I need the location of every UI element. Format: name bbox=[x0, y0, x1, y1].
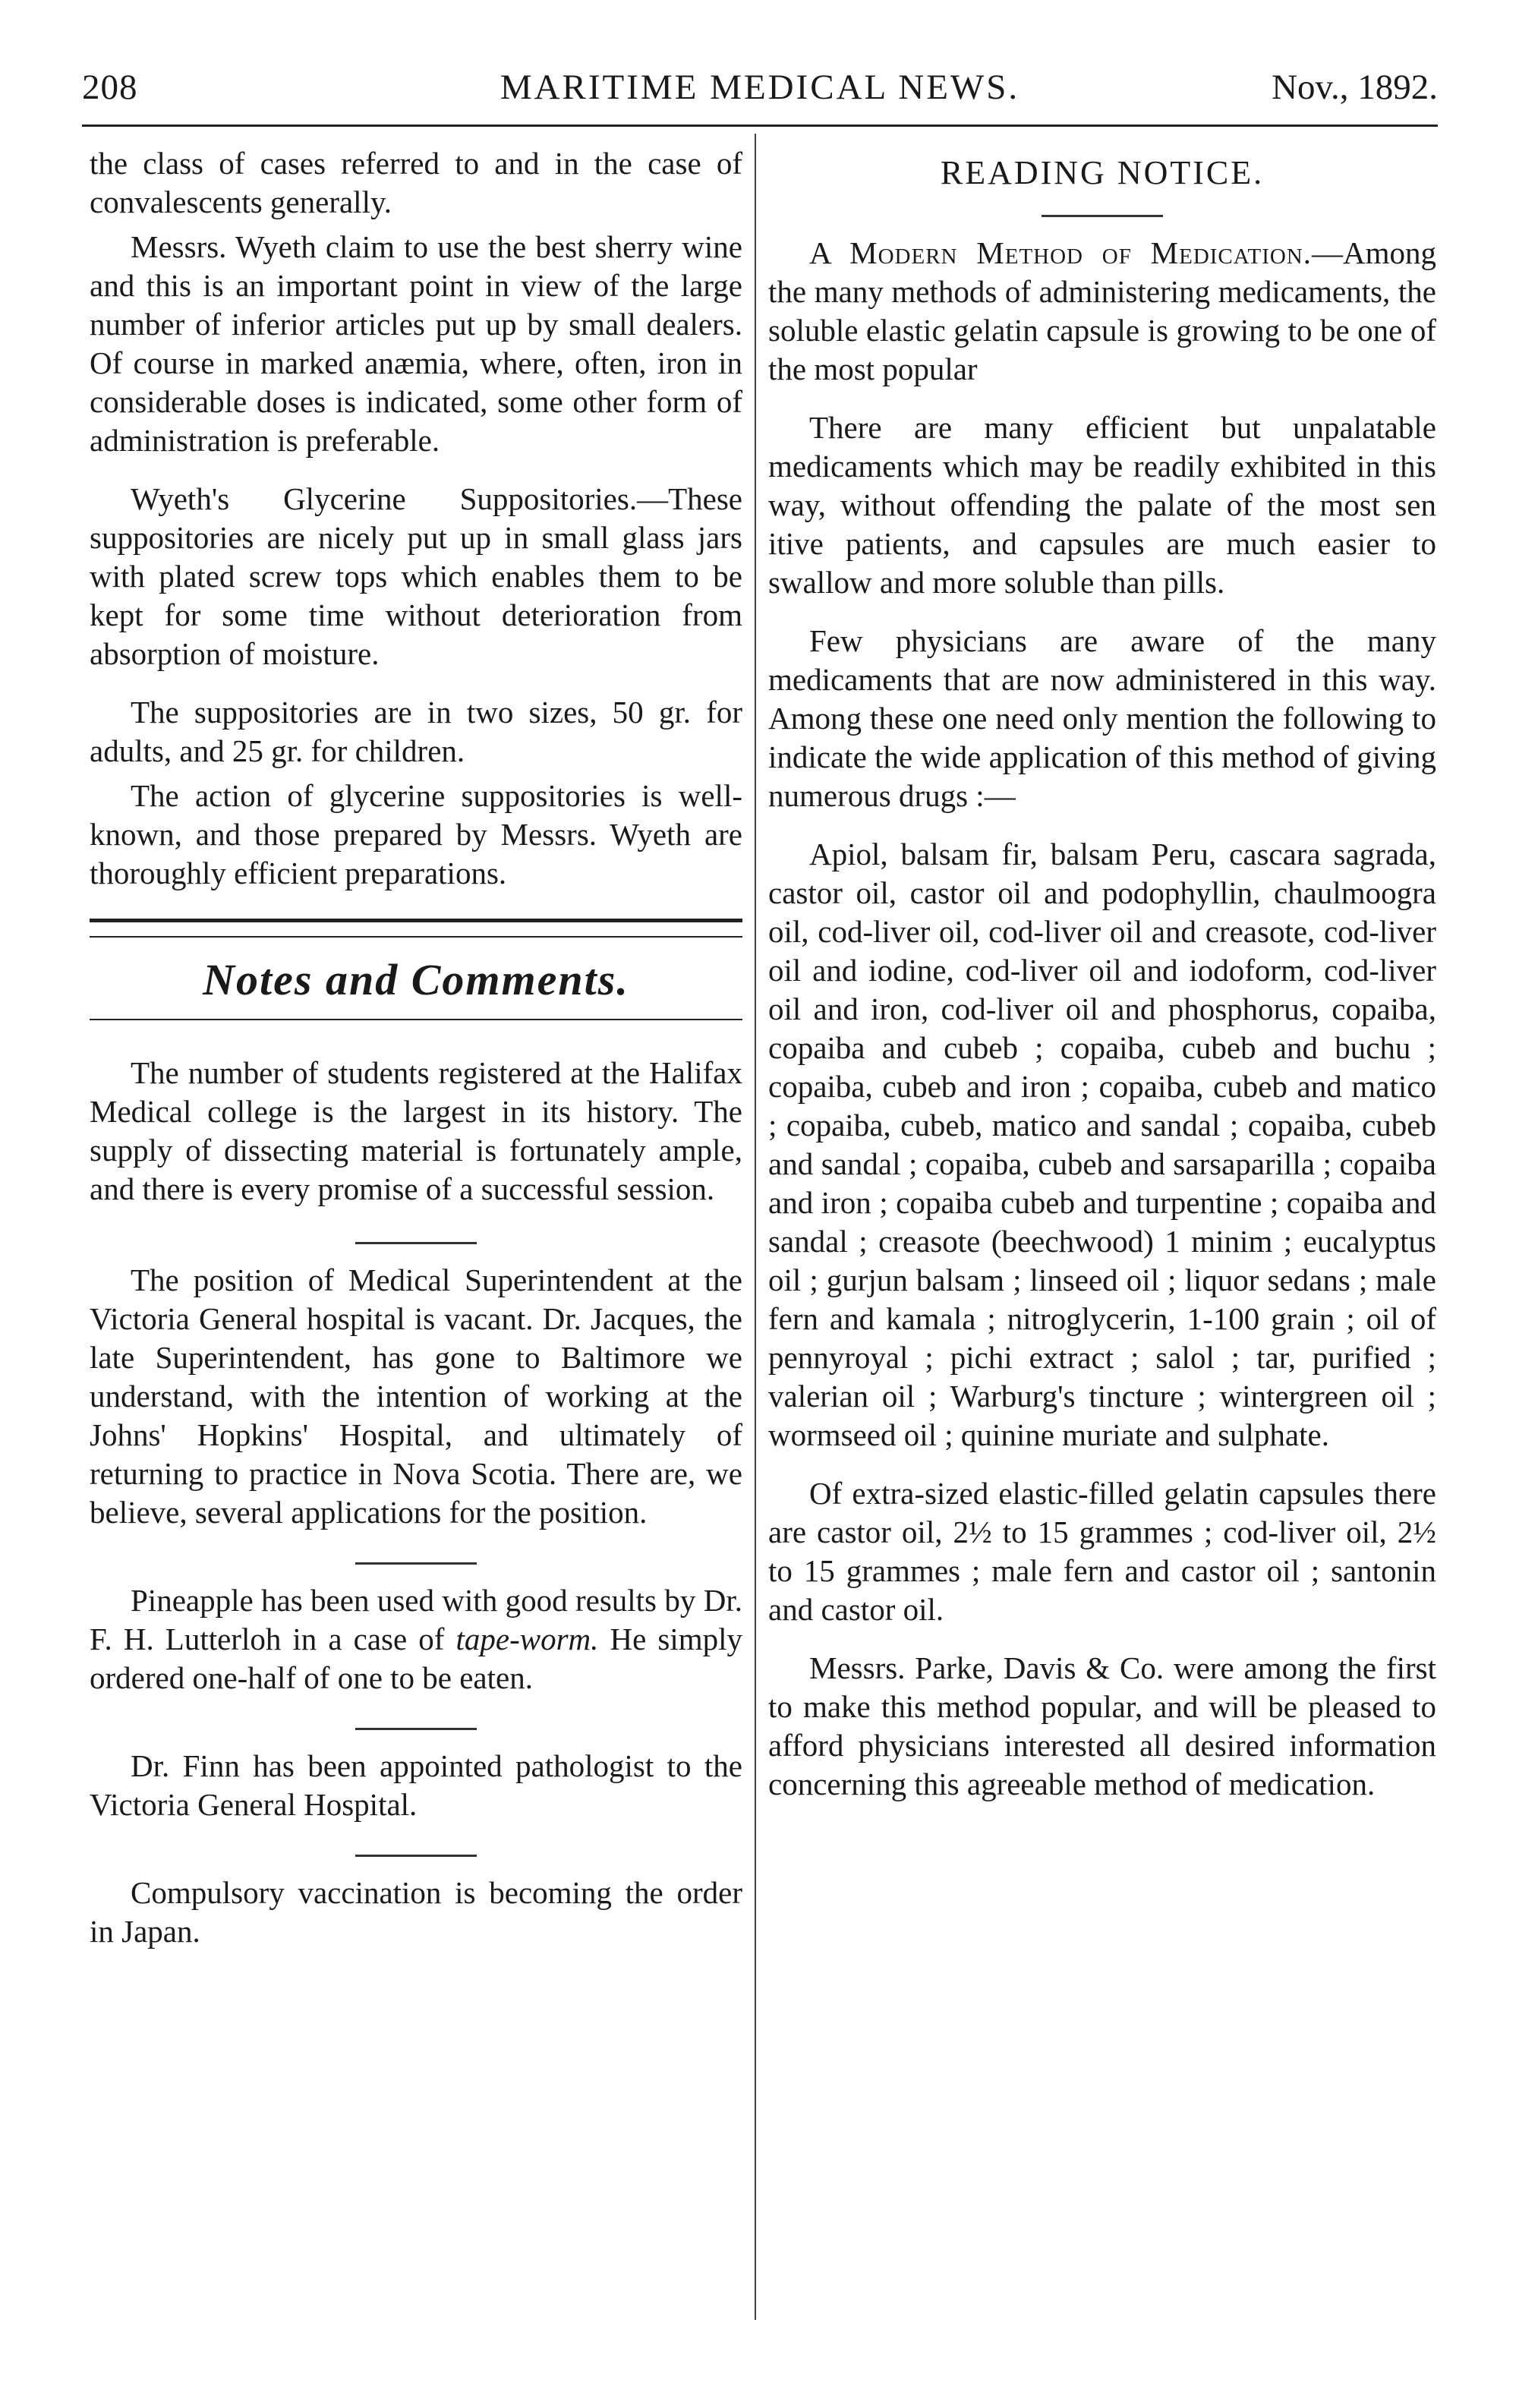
paragraph: Of extra-sized elastic-filled gelatin capsules there are castor oil, 2½ to 15 grammes ; cod-liver oil, 2½ to 15 grammes ; male fern and castor oil ; santonin and castor oil. bbox=[768, 1476, 1436, 1627]
paragraph: Wyeth's Glycerine Suppositories.—These suppositories are nicely put up in small glass jars with plated screw tops which enables them to be kept for some time without deterioration from absorption of moisture. bbox=[90, 481, 742, 671]
paragraph: Few physicians are aware of the many medicaments that are now administered in this way. Among these one need only mention the following to indicate the wide application of this method of giving numerous drugs :— bbox=[768, 623, 1436, 813]
paragraph: Messrs. Parke, Davis & Co. were among the first to make this method popular, and will be pleased to afford physicians interested all desired information concerning this agreeable method of medication. bbox=[768, 1650, 1436, 1801]
paragraph: The action of glycerine suppositories is well-known, and those prepared by Messrs. Wyeth are thoroughly efficient preparations. bbox=[90, 778, 742, 890]
section-divider bbox=[90, 919, 742, 938]
header-rule bbox=[82, 124, 1438, 127]
column-divider bbox=[755, 134, 756, 2320]
separator-rule bbox=[1042, 215, 1163, 217]
left-column bbox=[90, 144, 742, 1971]
right-column bbox=[768, 144, 1436, 1823]
running-header bbox=[82, 67, 1438, 120]
separator-rule bbox=[355, 1728, 477, 1730]
paragraph: Compulsory vaccination is becoming the order in Japan. bbox=[90, 1875, 742, 1949]
paragraph: The number of students registered at the Halifax Medical college is the largest in its history. The supply of dissecting material is fortunately ample, and there is every promise of a successful session. bbox=[90, 1055, 742, 1206]
paragraph bbox=[768, 234, 1436, 389]
section-title: Notes and Comments. bbox=[203, 955, 629, 1004]
separator-rule bbox=[355, 1242, 477, 1244]
paragraph: Messrs. Wyeth claim to use the best sherry wine and this is an important point in view of the large number of inferior articles put up by small dealers. Of course in marked anæmia, where, often, iron in considerable doses is indicated, some other form of administration is preferable. bbox=[90, 229, 742, 458]
article-title: A Modern Method of Medication. bbox=[809, 235, 1312, 270]
paragraph bbox=[90, 1581, 742, 1697]
separator-rule bbox=[355, 1855, 477, 1857]
section-divider bbox=[90, 1019, 742, 1020]
paragraph: Apiol, balsam fir, balsam Peru, cascara sagrada, castor oil, castor oil and podophyllin, chaulmoogra oil, cod-liver oil, cod-liver oil and creasote, cod-liver oil and iodine, cod-liver oil and iodoform, cod-liver oil and iron, cod-liver oil and phosphorus, copaiba, copaiba and cubeb ; copaiba, cubeb and buchu ; copaiba, cubeb and iron ; copaiba, cubeb and matico ; copaiba, cubeb, matico and sandal ; copaiba, cubeb and sandal ; copaiba, cubeb and sarsaparilla ; copaiba and iron ; copaiba cubeb and turpentine ; copaiba and sandal ; creasote (beechwood) 1 minim ; eucalyptus oil ; gurjun balsam ; linseed oil ; liquor sedans ; male fern and kamala ; nitroglycerin, 1-100 grain ; oil of pennyroyal ; pichi extract ; salol ; tar, purified ; valerian oil ; Warburg's tincture ; wintergreen oil ; wormseed oil ; quinine muriate and sulphate. bbox=[768, 837, 1436, 1452]
paragraph: Dr. Finn has been appointed pathologist to the Victoria General Hospital. bbox=[90, 1748, 742, 1822]
text-run: He simply ordered one-half of one to be eaten. bbox=[90, 1622, 742, 1695]
text-run: —Among the many methods of administering medicaments, the soluble elastic gelatin capsule is growing to be one of the most popular bbox=[768, 235, 1436, 386]
text-run: Pineapple has been used with good results by Dr. F. H. Lutterloh in a case of bbox=[90, 1583, 742, 1656]
paragraph: the class of cases referred to and in the case of convalescents generally. bbox=[90, 146, 742, 219]
issue-date: Nov., 1892. bbox=[1272, 68, 1438, 107]
paragraph: The position of Medical Superintendent at the Victoria General hospital is vacant. Dr. Jacques, the late Superintendent, has gone to Baltimore we understand, with the intention of working at the Johns' Hopkins' Hospital, and ultimately of returning to practice in Nova Scotia. There are, we believe, several applications for the position. bbox=[90, 1262, 742, 1530]
paragraph: The suppositories are in two sizes, 50 gr. for adults, and 25 gr. for children. bbox=[90, 695, 742, 768]
separator-rule bbox=[355, 1562, 477, 1565]
page-number: 208 bbox=[82, 68, 138, 107]
journal-title: MARITIME MEDICAL NEWS. bbox=[500, 68, 1020, 107]
emphasis-text: tape-worm. bbox=[455, 1622, 599, 1656]
paragraph: There are many efficient but unpalatable medicaments which may be readily exhibited in this way, without offending the palate of the most sen itive patients, and capsules are much easier to swallow and more soluble than pills. bbox=[768, 410, 1436, 600]
notice-heading: READING NOTICE. bbox=[940, 154, 1265, 191]
